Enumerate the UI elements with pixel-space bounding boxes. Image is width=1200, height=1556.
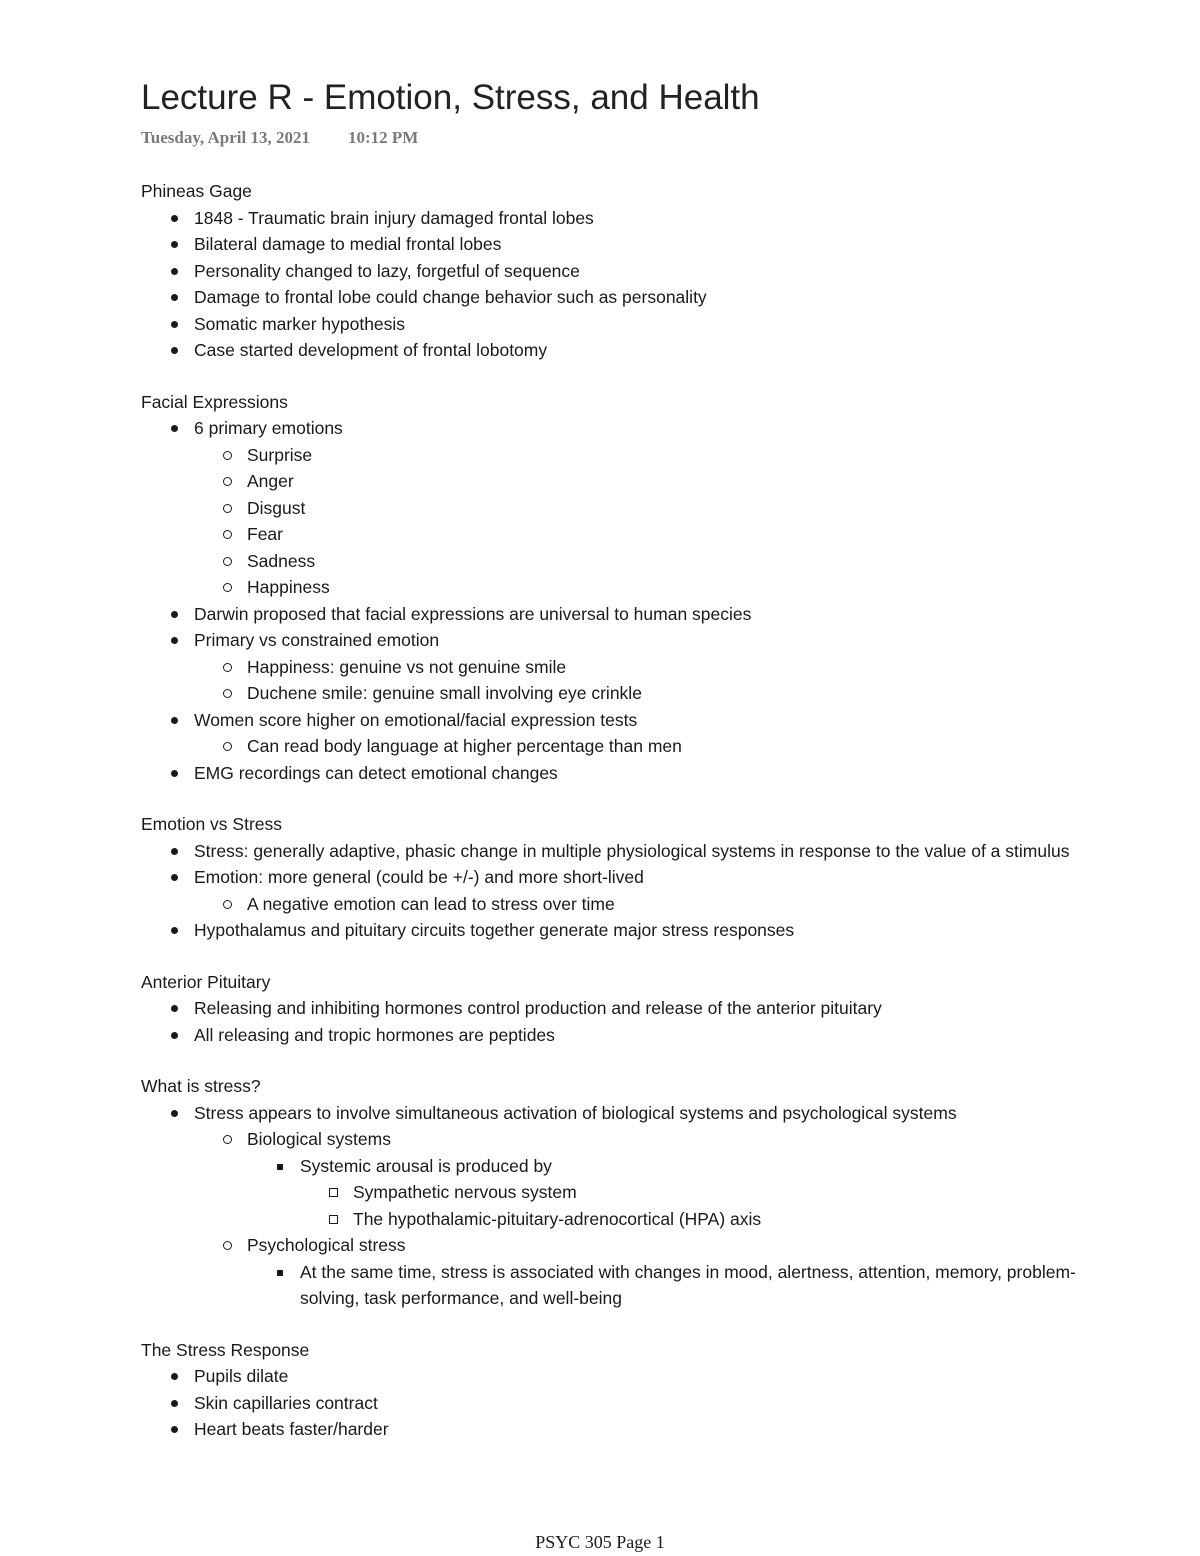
bullet-circle-icon bbox=[223, 689, 232, 698]
list-item-text: A negative emotion can lead to stress over time bbox=[247, 893, 615, 914]
bullet-dot-icon bbox=[171, 611, 178, 618]
bullet-dot-icon bbox=[171, 425, 178, 432]
list-item-text: Surprise bbox=[247, 444, 313, 465]
note-section bbox=[141, 1073, 1101, 1312]
page-footer: PSYC 305 Page 1 bbox=[535, 1532, 665, 1552]
list-item bbox=[141, 627, 1101, 707]
bullet-square-icon bbox=[277, 1164, 283, 1170]
note-time: 10:12 PM bbox=[347, 128, 419, 147]
list-item-text: Disgust bbox=[247, 497, 306, 518]
list-item-text: Systemic arousal is produced by bbox=[300, 1155, 552, 1176]
list-item bbox=[300, 1179, 1101, 1206]
list-item-text: Biological systems bbox=[247, 1129, 391, 1149]
bullet-dot-icon bbox=[171, 717, 178, 724]
bullet-dot-icon bbox=[171, 321, 178, 328]
list-item-text: Can read body language at higher percentage than men bbox=[247, 736, 682, 756]
list-item bbox=[247, 1153, 1101, 1233]
list-item bbox=[194, 733, 1101, 760]
bullet-dot-icon bbox=[171, 1005, 178, 1012]
bullet-dot-icon bbox=[171, 927, 178, 934]
bullet-circle-icon bbox=[223, 1135, 232, 1144]
list-item bbox=[141, 311, 1101, 338]
bullet-dot-icon bbox=[171, 1110, 178, 1117]
list-item bbox=[194, 574, 1101, 601]
list-item-text: 1848 - Traumatic brain injury damaged frontal lobes bbox=[194, 207, 594, 228]
list-item bbox=[141, 1363, 1101, 1390]
bullet-list-level-1 bbox=[141, 205, 1101, 364]
list-item-text: Happiness bbox=[247, 577, 330, 597]
list-item bbox=[194, 521, 1101, 548]
list-item bbox=[141, 231, 1101, 258]
section-heading: What is stress? bbox=[141, 1076, 261, 1096]
list-item-text: Primary vs constrained emotion bbox=[194, 630, 440, 650]
list-item-text: Damage to frontal lobe could change behavior such as personality bbox=[194, 287, 707, 307]
bullet-dot-icon bbox=[171, 241, 178, 248]
bullet-square-icon bbox=[277, 1270, 283, 1276]
bullet-circle-icon bbox=[223, 477, 232, 486]
list-item-text: The hypothalamic-pituitary-adrenocortical (HPA) axis bbox=[353, 1208, 762, 1229]
list-item-text: EMG recordings can detect emotional changes bbox=[194, 762, 558, 783]
list-item bbox=[194, 495, 1101, 522]
section-heading: Emotion vs Stress bbox=[141, 814, 283, 834]
list-item-text: 6 primary emotions bbox=[194, 418, 343, 438]
bullet-list-level-1 bbox=[141, 995, 1101, 1048]
note-section bbox=[141, 389, 1101, 787]
bullet-circle-icon bbox=[223, 583, 232, 592]
list-item-text: Anger bbox=[247, 471, 294, 491]
bullet-dot-icon bbox=[171, 1426, 178, 1433]
bullet-dot-icon bbox=[171, 1032, 178, 1039]
list-item-text: Bilateral damage to medial frontal lobes bbox=[194, 234, 502, 254]
note-body bbox=[141, 178, 1101, 1468]
bullet-dot-icon bbox=[171, 347, 178, 354]
bullet-circle-icon bbox=[223, 900, 232, 909]
bullet-list-level-2 bbox=[194, 442, 1101, 601]
list-item bbox=[194, 891, 1101, 918]
bullet-list-level-2 bbox=[194, 654, 1101, 707]
list-item-text: Personality changed to lazy, forgetful of sequence bbox=[194, 260, 580, 281]
bullet-dot-icon bbox=[171, 637, 178, 644]
list-item-text: Hypothalamus and pituitary circuits together generate major stress responses bbox=[194, 920, 795, 940]
list-item-text: Stress: generally adaptive, phasic change in multiple physiological systems in response to the value of a stimulus bbox=[194, 840, 1070, 861]
list-item bbox=[141, 337, 1101, 364]
bullet-list-level-2 bbox=[194, 733, 1101, 760]
list-item-text: Stress appears to involve simultaneous activation of biological systems and psychological systems bbox=[194, 1102, 957, 1123]
list-item bbox=[141, 258, 1101, 285]
list-item-text: Pupils dilate bbox=[194, 1366, 289, 1386]
list-item-text: At the same time, stress is associated with changes in mood, alertness, attention, memory, problem-solving, task performance, and well-being bbox=[300, 1261, 1076, 1308]
bullet-list-level-1 bbox=[141, 1100, 1101, 1312]
list-item-text: Darwin proposed that facial expressions are universal to human species bbox=[194, 603, 752, 624]
list-item bbox=[300, 1206, 1101, 1233]
section-heading: The Stress Response bbox=[141, 1339, 310, 1360]
list-item bbox=[141, 760, 1101, 787]
bullet-dot-icon bbox=[171, 770, 178, 777]
bullet-list-level-3 bbox=[247, 1259, 1101, 1312]
list-item-text: Fear bbox=[247, 524, 283, 544]
list-item bbox=[247, 1259, 1101, 1312]
note-section bbox=[141, 178, 1101, 364]
note-section bbox=[141, 1337, 1101, 1443]
note-metadata bbox=[141, 127, 418, 149]
list-item bbox=[141, 864, 1101, 917]
bullet-list-level-1 bbox=[141, 415, 1101, 786]
bullet-list-level-1 bbox=[141, 1363, 1101, 1443]
bullet-dot-icon bbox=[171, 874, 178, 881]
list-item bbox=[141, 1390, 1101, 1417]
bullet-list-level-4 bbox=[300, 1179, 1101, 1232]
bullet-dot-icon bbox=[171, 294, 178, 301]
list-item bbox=[141, 917, 1101, 944]
list-item bbox=[141, 838, 1101, 865]
list-item bbox=[141, 1416, 1101, 1443]
list-item bbox=[194, 1232, 1101, 1312]
list-item-text: Duchene smile: genuine small involving eye crinkle bbox=[247, 683, 642, 703]
bullet-circle-icon bbox=[223, 1241, 232, 1250]
list-item-text: Women score higher on emotional/facial expression tests bbox=[194, 709, 638, 730]
list-item bbox=[194, 1126, 1101, 1232]
bullet-dot-icon bbox=[171, 1400, 178, 1407]
bullet-dot-icon bbox=[171, 268, 178, 275]
list-item-text: Sadness bbox=[247, 550, 316, 571]
bullet-circle-icon bbox=[223, 530, 232, 539]
list-item-text: All releasing and tropic hormones are peptides bbox=[194, 1024, 555, 1045]
section-heading: Facial Expressions bbox=[141, 391, 288, 412]
section-heading: Phineas Gage bbox=[141, 181, 252, 201]
note-date: Tuesday, April 13, 2021 bbox=[141, 128, 310, 147]
bullet-list-level-2 bbox=[194, 1126, 1101, 1312]
bullet-circle-icon bbox=[223, 504, 232, 513]
list-item-text: Psychological stress bbox=[247, 1235, 406, 1255]
list-item bbox=[141, 1100, 1101, 1312]
list-item-text: Emotion: more general (could be +/-) and more short-lived bbox=[194, 867, 644, 887]
note-section bbox=[141, 969, 1101, 1049]
bullet-circle-icon bbox=[223, 451, 232, 460]
list-item bbox=[141, 601, 1101, 628]
list-item-text: Somatic marker hypothesis bbox=[194, 313, 406, 334]
list-item bbox=[141, 1022, 1101, 1049]
list-item bbox=[141, 205, 1101, 232]
list-item bbox=[194, 654, 1101, 681]
list-item bbox=[141, 415, 1101, 601]
list-item bbox=[194, 442, 1101, 469]
list-item-text: Skin capillaries contract bbox=[194, 1392, 378, 1413]
list-item bbox=[194, 680, 1101, 707]
list-item bbox=[141, 284, 1101, 311]
bullet-hollow-square-icon bbox=[329, 1215, 338, 1224]
list-item bbox=[141, 707, 1101, 760]
list-item bbox=[194, 468, 1101, 495]
bullet-dot-icon bbox=[171, 215, 178, 222]
bullet-circle-icon bbox=[223, 557, 232, 566]
bullet-list-level-2 bbox=[194, 891, 1101, 918]
list-item-text: Heart beats faster/harder bbox=[194, 1419, 389, 1439]
list-item bbox=[194, 548, 1101, 575]
bullet-circle-icon bbox=[223, 663, 232, 672]
bullet-dot-icon bbox=[171, 1373, 178, 1380]
bullet-list-level-1 bbox=[141, 838, 1101, 944]
list-item-text: Releasing and inhibiting hormones control production and release of the anterior pituitary bbox=[194, 998, 882, 1018]
list-item-text: Happiness: genuine vs not genuine smile bbox=[247, 656, 567, 677]
list-item-text: Case started development of frontal lobotomy bbox=[194, 340, 548, 360]
list-item-text: Sympathetic nervous system bbox=[353, 1182, 577, 1202]
list-item bbox=[141, 995, 1101, 1022]
bullet-list-level-3 bbox=[247, 1153, 1101, 1233]
section-heading: Anterior Pituitary bbox=[141, 971, 271, 992]
page-title: Lecture R - Emotion, Stress, and Health bbox=[141, 78, 760, 117]
bullet-circle-icon bbox=[223, 742, 232, 751]
bullet-hollow-square-icon bbox=[329, 1188, 338, 1197]
bullet-dot-icon bbox=[171, 848, 178, 855]
note-section bbox=[141, 811, 1101, 944]
